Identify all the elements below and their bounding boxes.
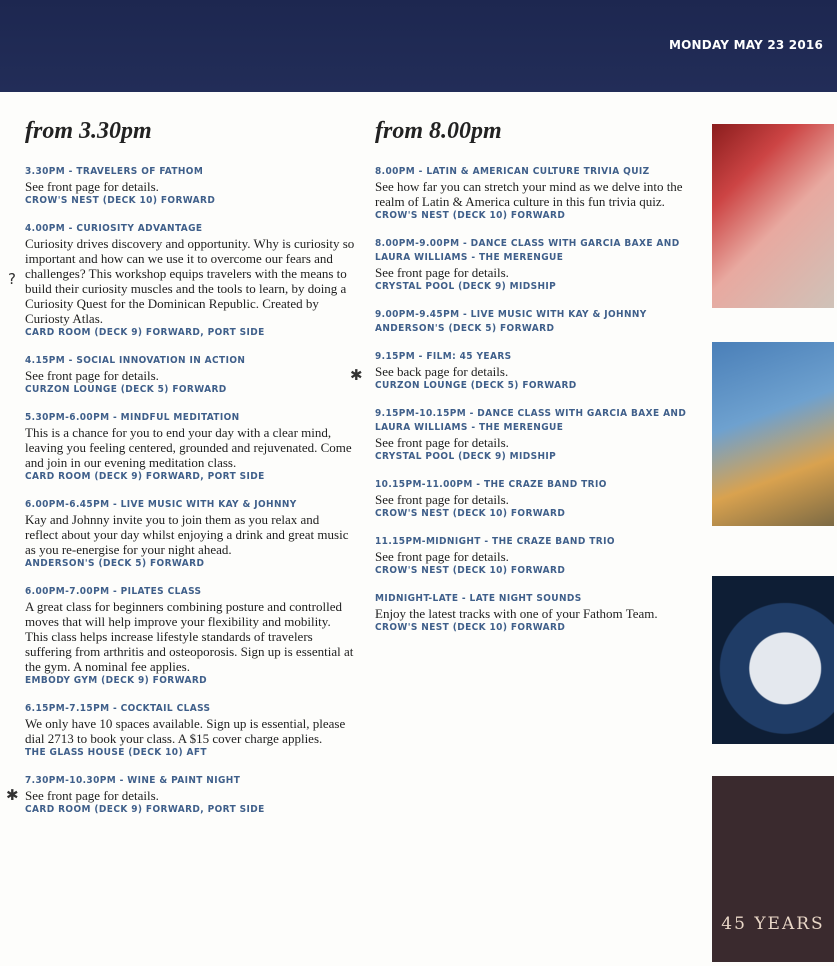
evening-events	[375, 165, 695, 635]
event-title: 7.30PM-10.30PM - WINE & PAINT NIGHT	[25, 775, 241, 786]
event-title: 11.15PM-MIDNIGHT - THE CRAZE BAND TRIO	[375, 536, 615, 547]
event-description: We only have 10 spaces available. Sign up is essential, please dial 2713 to book your class. A $15 cover charge applies.	[25, 716, 346, 746]
event-location: CROW'S NEST (DECK 10) FORWARD	[375, 210, 566, 221]
event-description: See front page for details.	[375, 435, 509, 450]
handwritten-mark: ?	[8, 270, 16, 288]
handwritten-star: ✱	[6, 786, 19, 804]
event-item	[375, 592, 695, 635]
event-item	[375, 308, 695, 336]
event-description: See back page for details.	[375, 364, 509, 379]
event-description: See front page for details.	[375, 265, 509, 280]
event-title: 9.00PM-9.45PM - LIVE MUSIC WITH KAY & JOHNNY	[375, 309, 647, 320]
evening-column	[375, 118, 695, 649]
event-description: See front page for details.	[375, 549, 509, 564]
event-item	[25, 165, 355, 208]
event-description: See front page for details.	[25, 788, 159, 803]
event-item	[25, 354, 355, 397]
event-description: Kay and Johnny invite you to join them as you relax and reflect about your day whilst enjoying a drink and great music as you re-energise for your night ahead.	[25, 512, 349, 557]
event-location: CRYSTAL POOL (DECK 9) MIDSHIP	[375, 281, 557, 292]
event-location: ANDERSON'S (DECK 5) FORWARD	[25, 558, 205, 569]
event-item	[375, 350, 695, 393]
event-location: CRYSTAL POOL (DECK 9) MIDSHIP	[375, 451, 557, 462]
event-location: CARD ROOM (DECK 9) FORWARD, PORT SIDE	[25, 471, 265, 482]
event-title: 8.00PM - LATIN & AMERICAN CULTURE TRIVIA QUIZ	[375, 166, 650, 177]
event-item	[25, 222, 355, 340]
event-item	[25, 702, 355, 760]
event-title: 9.15PM-10.15PM - DANCE CLASS WITH GARCIA BAXE AND LAURA WILLIAMS - THE MERENGUE	[375, 408, 687, 433]
event-location: CROW'S NEST (DECK 10) FORWARD	[375, 508, 566, 519]
afternoon-heading: from 3.30pm	[25, 118, 152, 144]
wine-paint-photo	[712, 124, 834, 308]
issue-date: MONDAY MAY 23 2016	[669, 38, 823, 52]
event-location: CURZON LOUNGE (DECK 5) FORWARD	[375, 380, 577, 391]
event-item	[25, 411, 355, 484]
event-item	[375, 165, 695, 223]
handwritten-star: ✱	[350, 366, 363, 384]
event-title: 10.15PM-11.00PM - THE CRAZE BAND TRIO	[375, 479, 607, 490]
evening-heading: from 8.00pm	[375, 118, 502, 144]
event-item	[25, 774, 355, 817]
event-description: See front page for details.	[25, 179, 159, 194]
event-description: Enjoy the latest tracks with one of your Fathom Team.	[375, 606, 658, 621]
event-description: This is a chance for you to end your day with a clear mind, leaving you feeling centered, grounded and rejuvenated. Come and join in our evening meditation class.	[25, 425, 352, 470]
event-location: ANDERSON'S (DECK 5) FORWARD	[375, 323, 555, 334]
event-title: 6.00PM-7.00PM - PILATES CLASS	[25, 586, 202, 597]
event-title: 9.15PM - FILM: 45 YEARS	[375, 351, 512, 362]
event-title: MIDNIGHT-LATE - LATE NIGHT SOUNDS	[375, 593, 582, 604]
header-bar	[0, 0, 837, 92]
event-title: 6.00PM-6.45PM - LIVE MUSIC WITH KAY & JOHNNY	[25, 499, 297, 510]
event-location: CROW'S NEST (DECK 10) FORWARD	[375, 565, 566, 576]
event-title: 3.30PM - TRAVELERS OF FATHOM	[25, 166, 204, 177]
event-location: EMBODY GYM (DECK 9) FORWARD	[25, 675, 208, 686]
event-description: Curiosity drives discovery and opportunity. Why is curiosity so important and how can we use it to overcome our fears and challenges? This workshop equips travelers with the means to build their curiosity muscles and the tools to learn, by doing a Curiosity Quest for the Dominican Republic. Created by Curiosty Atlas.	[25, 236, 355, 326]
film-poster	[712, 776, 834, 962]
event-item	[375, 478, 695, 521]
event-location: THE GLASS HOUSE (DECK 10) AFT	[25, 747, 207, 758]
event-location: CARD ROOM (DECK 9) FORWARD, PORT SIDE	[25, 804, 265, 815]
event-location: CROW'S NEST (DECK 10) FORWARD	[25, 195, 216, 206]
event-title: 5.30PM-6.00PM - MINDFUL MEDITATION	[25, 412, 240, 423]
event-description: See how far you can stretch your mind as we delve into the realm of Latin & America culture in this fun trivia quiz.	[375, 179, 683, 209]
compass-photo	[712, 576, 834, 744]
event-item	[375, 407, 695, 464]
beach-map-photo	[712, 342, 834, 526]
event-description: See front page for details.	[375, 492, 509, 507]
event-item	[25, 498, 355, 571]
event-location: CROW'S NEST (DECK 10) FORWARD	[375, 622, 566, 633]
event-title: 4.00PM - CURIOSITY ADVANTAGE	[25, 223, 203, 234]
event-description: A great class for beginners combining posture and controlled moves that will help improve your flexibility and mobility. This class helps increase lifestyle standards of travelers suffering from arthritis and osteoporosis. Sign up is essential at the gym. A nominal fee applies.	[25, 599, 354, 674]
event-title: 8.00PM-9.00PM - DANCE CLASS WITH GARCIA BAXE AND LAURA WILLIAMS - THE MERENGUE	[375, 238, 680, 263]
poster-title: 45 YEARS	[721, 914, 825, 934]
event-title: 6.15PM-7.15PM - COCKTAIL CLASS	[25, 703, 211, 714]
event-description: See front page for details.	[25, 368, 159, 383]
event-item	[25, 585, 355, 688]
afternoon-events	[25, 165, 355, 817]
event-item	[375, 535, 695, 578]
afternoon-column	[25, 118, 355, 831]
event-location: CARD ROOM (DECK 9) FORWARD, PORT SIDE	[25, 327, 265, 338]
event-item	[375, 237, 695, 294]
event-location: CURZON LOUNGE (DECK 5) FORWARD	[25, 384, 227, 395]
event-title: 4.15PM - SOCIAL INNOVATION IN ACTION	[25, 355, 246, 366]
